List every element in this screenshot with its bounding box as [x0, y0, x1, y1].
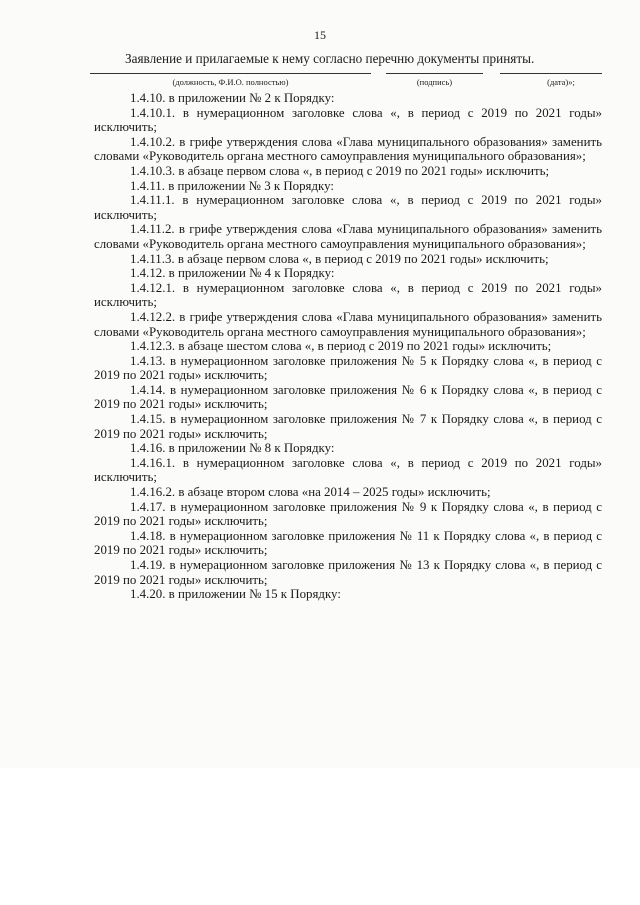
paragraph: 1.4.12.3. в абзаце шестом слова «, в период с 2019 по 2021 годы» исключить; [130, 339, 552, 354]
paragraph: 1.4.13. в нумерационном заголовке приложения № 5 к Порядку слова «, в период с 2019 по 2021 годы» исключить; [94, 353, 602, 383]
paragraph: 1.4.14. в нумерационном заголовке приложения № 6 к Порядку слова «, в период с 2019 по 2021 годы» исключить; [94, 382, 602, 412]
signature-line [386, 73, 483, 74]
paragraph: 1.4.10.3. в абзаце первом слова «, в период с 2019 по 2021 годы» исключить; [130, 163, 550, 178]
paragraph: 1.4.12.2. в грифе утверждения слова «Глава муниципального образования» заменить словами «Руководитель органа местного самоуправления муниципального образования»; [94, 309, 602, 339]
paragraph: 1.4.20. в приложении № 15 к Порядку: [130, 587, 341, 602]
intro-line: Заявление и прилагаемые к нему согласно перечню документы приняты. [125, 51, 535, 66]
paragraph: 1.4.11.3. в абзаце первом слова «, в период с 2019 по 2021 годы» исключить; [130, 251, 549, 266]
page-number: 15 [314, 28, 326, 42]
paragraph: 1.4.11. в приложении № 3 к Порядку: [130, 178, 334, 193]
paragraph: 1.4.18. в нумерационном заголовке приложения № 11 к Порядку слова «, в период с 2019 по 2021 годы» исключить; [94, 528, 602, 558]
paragraph: 1.4.12.1. в нумерационном заголовке слова «, в период с 2019 по 2021 годы» исключить; [94, 280, 602, 310]
paragraph: 1.4.16.2. в абзаце втором слова «на 2014 – 2025 годы» исключить; [130, 485, 491, 500]
paragraph: 1.4.10. в приложении № 2 к Порядку: [130, 91, 335, 105]
paragraph: 1.4.16. в приложении № 8 к Порядку: [130, 441, 335, 456]
date-caption: (дата)»; [547, 77, 575, 87]
position-line [90, 73, 371, 74]
paragraph: 1.4.11.1. в нумерационном заголовке слова «, в период с 2019 по 2021 годы» исключить; [94, 193, 602, 222]
blank-area [0, 768, 640, 905]
paragraph: 1.4.10.2. в грифе утверждения слова «Глава муниципального образования» заменить словами «Руководитель органа местного самоуправления муниципального образования»; [94, 134, 602, 164]
paragraph: 1.4.12. в приложении № 4 к Порядку: [130, 266, 335, 281]
paragraph: 1.4.11.2. в грифе утверждения слова «Глава муниципального образования» заменить словами «Руководитель органа местного самоуправления муниципального образования»; [94, 222, 602, 251]
paragraph: 1.4.10.1. в нумерационном заголовке слова «, в период с 2019 по 2021 годы» исключить; [94, 105, 602, 135]
signature-caption: (подпись) [416, 77, 453, 87]
document-body [94, 91, 602, 602]
position-caption: (должность, Ф.И.О. полностью) [172, 77, 289, 87]
paragraph: 1.4.16.1. в нумерационном заголовке слова «, в период с 2019 по 2021 годы» исключить; [94, 455, 602, 485]
paragraph: 1.4.19. в нумерационном заголовке приложения № 13 к Порядку слова «, в период с 2019 по 2021 годы» исключить; [94, 558, 602, 587]
paragraph: 1.4.15. в нумерационном заголовке приложения № 7 к Порядку слова «, в период с 2019 по 2021 годы» исключить; [94, 412, 602, 441]
paragraph: 1.4.17. в нумерационном заголовке приложения № 9 к Порядку слова «, в период с 2019 по 2021 годы» исключить; [94, 499, 602, 529]
date-line [500, 73, 602, 74]
signature-row [90, 73, 602, 93]
